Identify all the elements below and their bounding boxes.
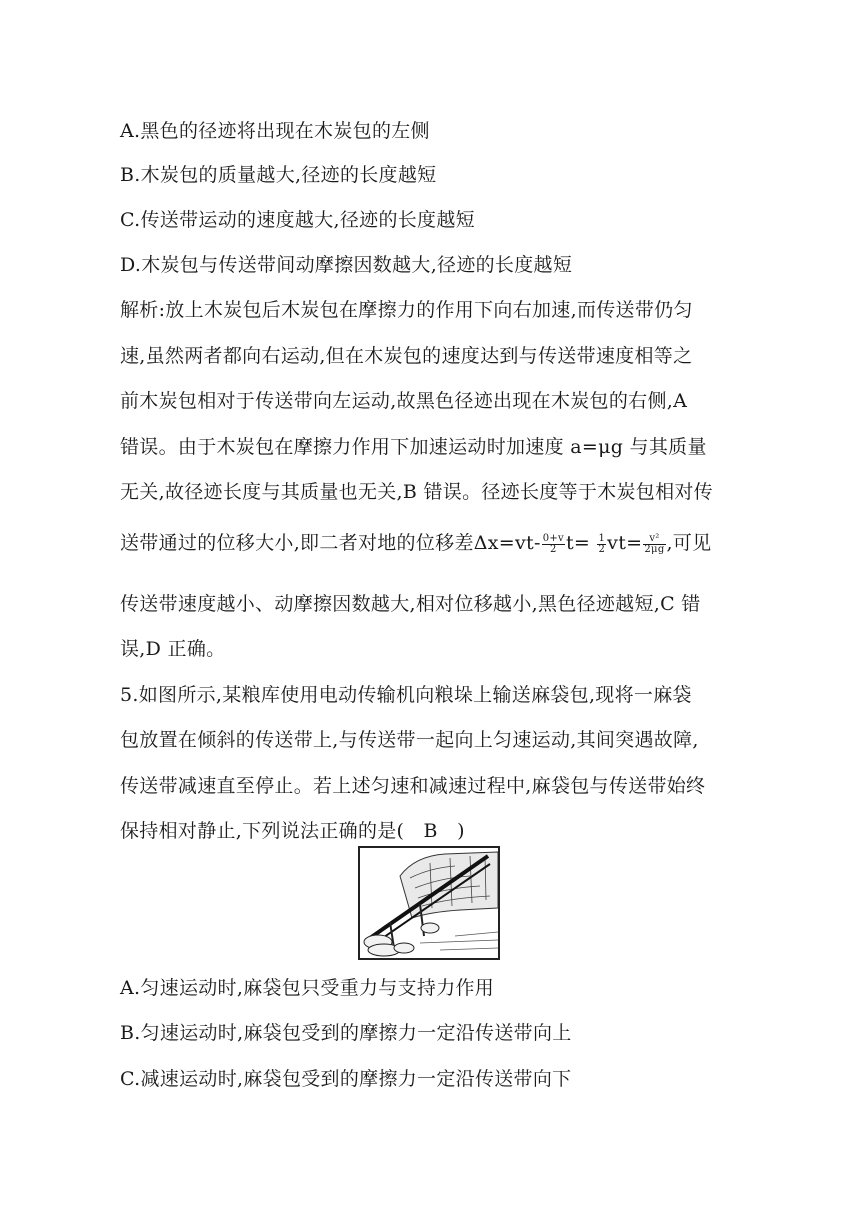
fraction-3-numerator: v²	[643, 534, 665, 545]
fraction-1-numerator: 0+v	[542, 532, 564, 544]
option-a-line: A.黑色的径迹将出现在木炭包的左侧	[120, 120, 430, 142]
conveyor-illustration	[358, 846, 500, 960]
fraction-2	[597, 534, 606, 555]
explanation-line-2: 速,虽然两者都向右运动,但在木炭包的速度达到与传送带速度相等之	[120, 345, 693, 367]
explanation-line-8: 误,D 正确。	[120, 638, 226, 660]
option-d-line: D.木炭包与传送带间动摩擦因数越大,径迹的长度越短	[120, 254, 573, 276]
question-5-option-a: A.匀速运动时,麻袋包只受重力与支持力作用	[120, 977, 495, 999]
question-5-line-2: 包放置在倾斜的传送带上,与传送带一起向上匀速运动,其间突遇故障,	[120, 729, 699, 751]
option-c-line: C.传送带运动的速度越大,径迹的长度越短	[120, 209, 475, 231]
option-b-line: B.木炭包的质量越大,径迹的长度越短	[120, 164, 437, 186]
explanation-line-4: 错误。由于木炭包在摩擦力作用下加速运动时加速度 a=μg 与其质量	[120, 436, 707, 458]
fraction-2-denominator: 2	[598, 543, 606, 555]
formula-text-1: 送带通过的位移大小,即二者对地的位移差Δx=vt-	[120, 532, 541, 554]
fraction-2-numerator: 1	[598, 532, 606, 544]
question-5-option-c: C.减速运动时,麻袋包受到的摩擦力一定沿传送带向下	[120, 1068, 572, 1090]
question-5-option-b: B.匀速运动时,麻袋包受到的摩擦力一定沿传送带向上	[120, 1022, 572, 1044]
conveyor-sketch-icon	[360, 848, 498, 958]
question-5-line-4: 保持相对静止,下列说法正确的是( B )	[120, 820, 465, 842]
fraction-3-denominator: 2μg	[644, 543, 665, 555]
formula-text-2: t=	[565, 532, 591, 554]
fraction-1	[542, 534, 565, 555]
explanation-line-5: 无关,故径迹长度与其质量也无关,B 错误。径迹长度等于木炭包相对传	[120, 481, 713, 503]
question-5-line-3: 传送带减速直至停止。若上述匀速和减速过程中,麻袋包与传送带始终	[120, 775, 706, 797]
explanation-line-1: 解析:放上木炭包后木炭包在摩擦力的作用下向右加速,而传送带仍匀	[120, 299, 693, 321]
formula-text-4: ,可见	[666, 532, 712, 554]
fraction-3	[643, 534, 665, 555]
explanation-line-3: 前木炭包相对于传送带向左运动,故黑色径迹出现在木炭包的右侧,A	[120, 390, 688, 412]
explanation-line-7: 传送带速度越小、动摩擦因数越大,相对位移越小,黑色径迹越短,C 错	[120, 593, 701, 615]
fraction-1-denominator: 2	[550, 543, 557, 555]
explanation-line-6	[120, 528, 711, 555]
question-5-line-1: 5.如图所示,某粮库使用电动传输机向粮垛上输送麻袋包,现将一麻袋	[120, 684, 692, 706]
formula-text-3: vt=	[607, 532, 643, 554]
